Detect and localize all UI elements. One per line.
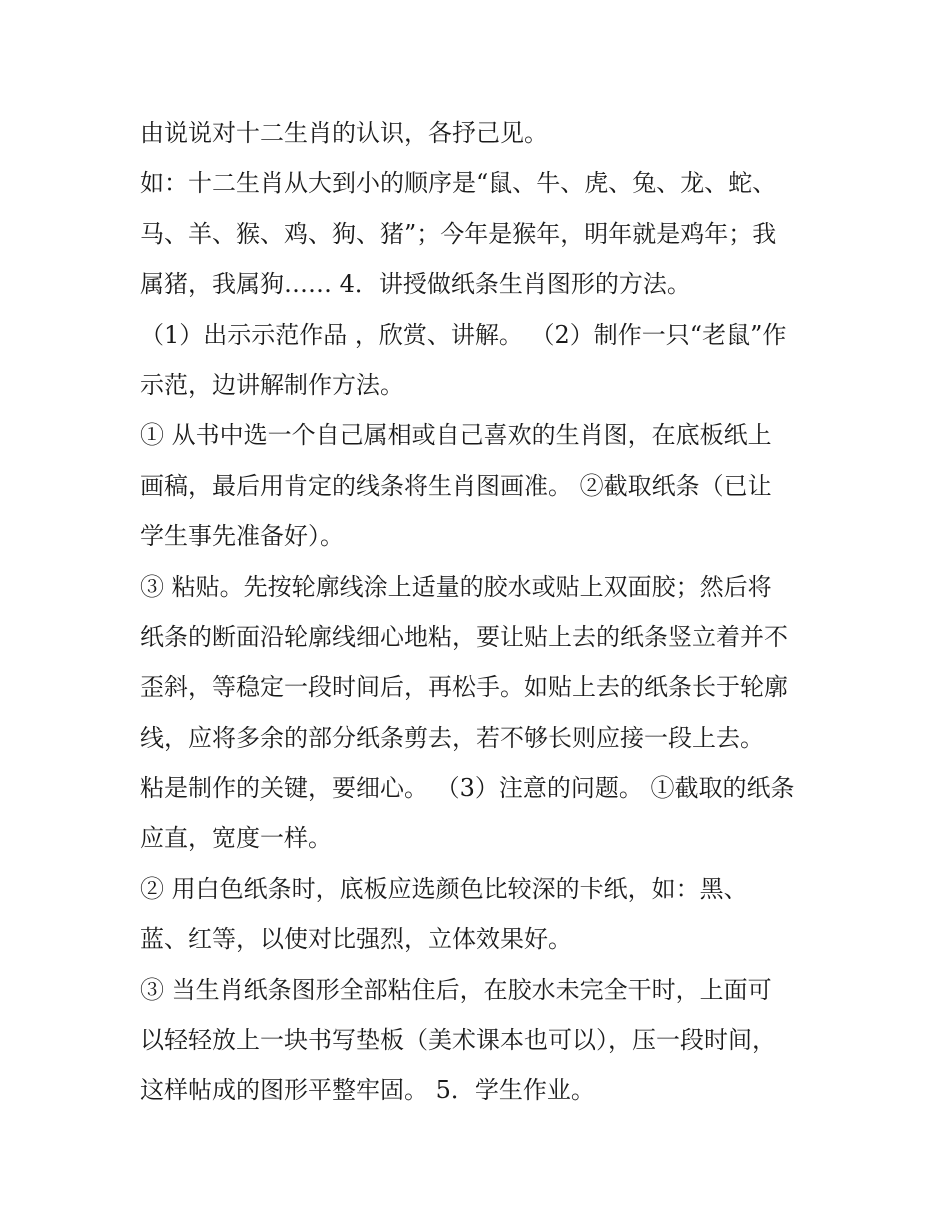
text-line-13: 线，应将多余的部分纸条剪去，若不够长则应接一段上去。 [140, 723, 764, 752]
text-line-14: 粘是制作的关键，要细心。 （3）注意的问题。 ①截取的纸条 [140, 774, 795, 803]
text-line-12: 歪斜，等稳定一段时间后，再松手。如贴上去的纸条长于轮廓 [140, 673, 788, 702]
text-line-17: 蓝、红等，以使对比强烈，立体效果好。 [140, 925, 572, 954]
text-line-10: ③ 粘贴。先按轮廓线涂上适量的胶水或贴上双面胶；然后将 [140, 572, 772, 601]
text-line-11: 纸条的断面沿轮廓线细心地粘，要让贴上去的纸条竖立着并不 [140, 622, 788, 651]
document-body [140, 108, 820, 1116]
text-line-15: 应直，宽度一样。 [140, 824, 332, 853]
text-line-8: 画稿，最后用肯定的线条将生肖图画准。 ②截取纸条（已让 [140, 471, 772, 500]
text-line-16: ② 用白色纸条时，底板应选颜色比较深的卡纸，如：黑、 [140, 874, 748, 903]
text-line-7: ① 从书中选一个自己属相或自己喜欢的生肖图，在底板纸上 [140, 421, 772, 450]
text-line-4: 属猪，我属狗…… 4．讲授做纸条生肖图形的方法。 [140, 270, 691, 299]
text-line-2: 如：十二生肖从大到小的顺序是“鼠、牛、虎、兔、龙、蛇、 [140, 169, 777, 198]
text-line-1: 由说说对十二生肖的认识，各抒己见。 [140, 119, 548, 147]
text-line-9: 学生事先准备好）。 [140, 522, 344, 551]
text-line-6: 示范，边讲解制作方法。 [140, 370, 404, 399]
text-line-18: ③ 当生肖纸条图形全部粘住后，在胶水未完全干时，上面可 [140, 975, 772, 1004]
text-line-19: 以轻轻放上一块书写垫板（美术课本也可以），压一段时间， [140, 1026, 776, 1055]
text-line-20: 这样帖成的图形平整牢固。 5．学生作业。 [140, 1076, 595, 1105]
text-line-3: 马、羊、猴、鸡、狗、猪”；今年是猴年，明年就是鸡年；我 [140, 219, 777, 248]
text-line-5: （1）出示示范作品 ，欣赏、讲解。 （2）制作一只“老鼠”作 [140, 320, 787, 349]
